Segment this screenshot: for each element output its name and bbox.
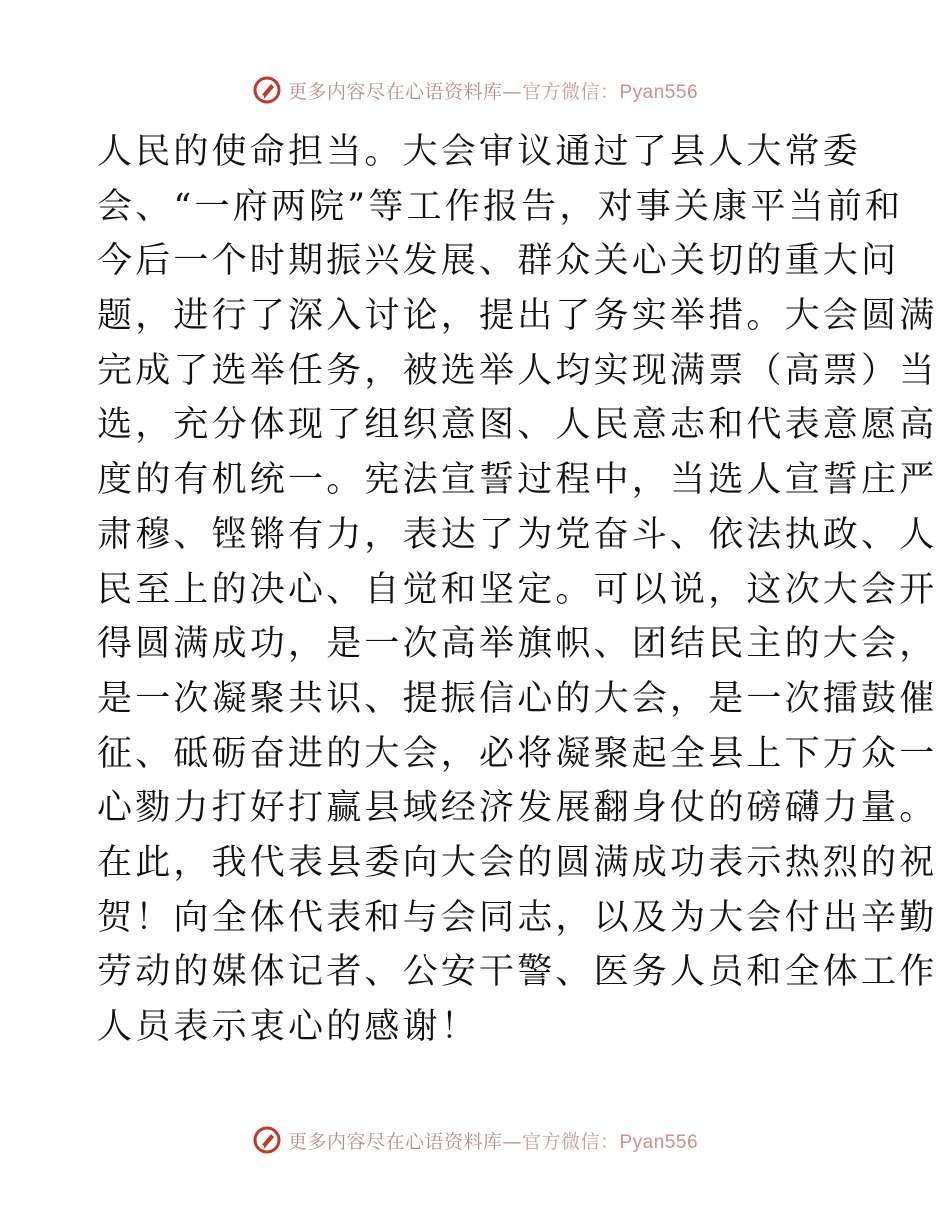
body-line: 题，进行了深入讨论，提出了务实举措。大会圆满 <box>97 296 938 337</box>
document-body <box>97 125 938 1055</box>
body-line: 贺！向全体代表和与会同志，以及为大会付出辛勤 <box>97 897 938 938</box>
body-line: 人员表示衷心的感谢！ <box>97 1007 480 1047</box>
header-banner <box>0 70 950 110</box>
footer-banner-text <box>288 1127 698 1154</box>
body-line: 心勠力打好打赢县域经济发展翻身仗的磅礴力量。 <box>97 788 938 829</box>
body-line: 完成了选举任务，被选举人均实现满票（高票）当 <box>97 350 938 391</box>
body-line: 选，充分体现了组织意图、人民意志和代表意愿高 <box>97 405 938 446</box>
body-line: 得圆满成功，是一次高举旗帜、团结民主的大会， <box>97 624 938 665</box>
footer-banner <box>0 1120 950 1160</box>
body-line: 度的有机统一。宪法宣誓过程中，当选人宣誓庄严 <box>97 460 938 501</box>
body-line: 今后一个时期振兴发展、群众关心关切的重大问 <box>97 241 900 282</box>
footer-banner-separator: — <box>502 1130 522 1153</box>
body-line: 是一次凝聚共识、提振信心的大会，是一次擂鼓催 <box>97 678 938 719</box>
body-line: 在此，我代表县委向大会的圆满成功表示热烈的祝 <box>97 842 938 883</box>
header-banner-text <box>288 77 698 104</box>
body-line: 征、砥砺奋进的大会，必将凝聚起全县上下万众一 <box>97 733 938 774</box>
footer-banner-title: 更多内容尽在心语资料库 <box>287 1130 503 1153</box>
header-banner-wechat-label: 官方微信： <box>521 80 620 103</box>
body-line: 肃穆、铿锵有力，表达了为党奋斗、依法执政、人 <box>97 514 938 555</box>
footer-banner-wechat-id: Pyan556 <box>619 1131 699 1153</box>
header-banner-title: 更多内容尽在心语资料库 <box>287 80 503 103</box>
pen-nib-logo-icon <box>252 75 282 105</box>
body-line: 会、“一府两院”等工作报告，对事关康平当前和 <box>97 186 904 227</box>
body-line: 人民的使命担当。大会审议通过了县人大常委 <box>97 132 862 172</box>
footer-banner-wechat-label: 官方微信： <box>521 1130 620 1153</box>
header-banner-wechat-id: Pyan556 <box>619 81 699 103</box>
body-line: 劳动的媒体记者、公安干警、医务人员和全体工作 <box>97 952 938 993</box>
pen-nib-logo-icon <box>252 1125 282 1155</box>
body-line: 民至上的决心、自觉和坚定。可以说，这次大会开 <box>97 569 938 610</box>
header-banner-separator: — <box>502 80 522 103</box>
